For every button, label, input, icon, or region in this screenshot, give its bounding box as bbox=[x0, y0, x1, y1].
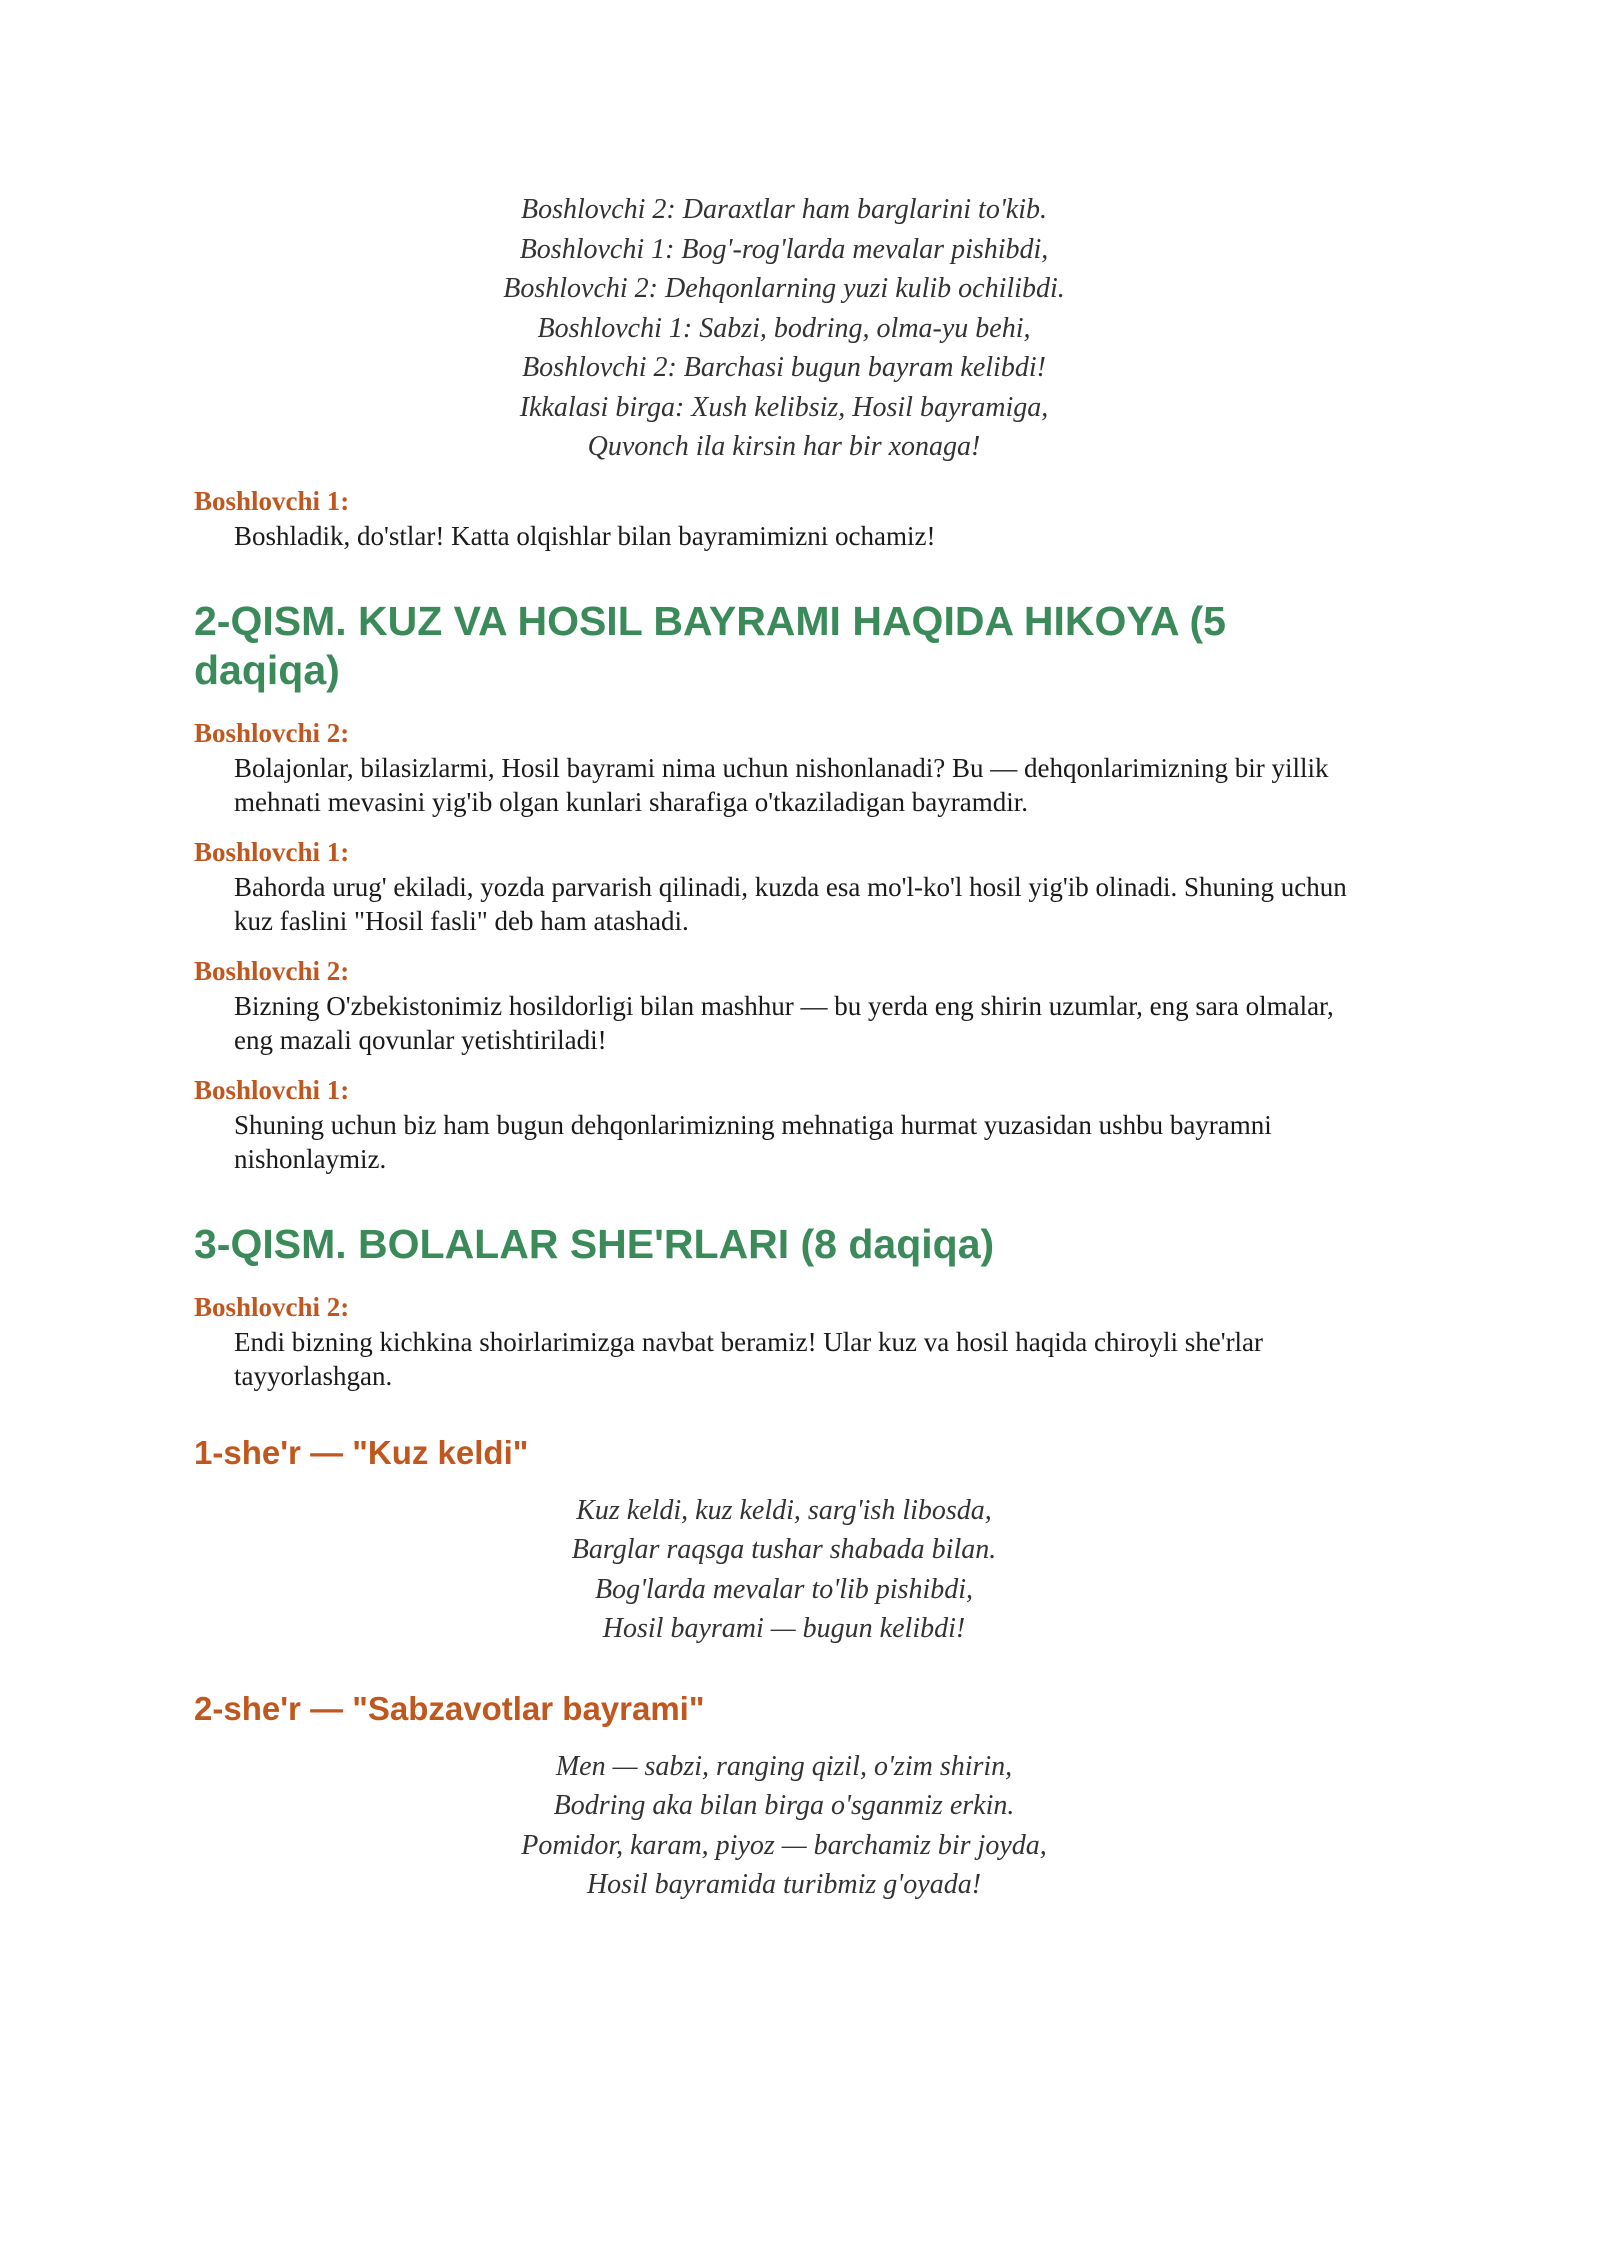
speaker-label: Boshlovchi 2: bbox=[194, 1291, 350, 1322]
dialogue-block bbox=[194, 1072, 1374, 1176]
poem-sabzavotlar-bayrami bbox=[194, 1747, 1374, 1905]
speech-text: Bizning O'zbekistonimiz hosildorligi bilan mashhur — bu yerda eng shirin uzumlar, eng sara olmalar, eng mazali qovunlar yetishtiriladi! bbox=[234, 990, 1334, 1055]
poem-line: Boshlovchi 1: Bog'-rog'larda mevalar pishibdi, bbox=[519, 233, 1049, 265]
poem-line: Kuz keldi, kuz keldi, sarg'ish libosda, bbox=[576, 1494, 992, 1526]
speech-text: Bahorda urug' ekiladi, yozda parvarish qilinadi, kuzda esa mo'l-ko'l hosil yig'ib olinadi. Shuning uchun kuz faslini "Hosil fasli" deb ham atashadi. bbox=[234, 871, 1347, 936]
poem-line: Boshlovchi 2: Daraxtlar ham barglarini to'kib. bbox=[520, 194, 1048, 225]
poem-line: Boshlovchi 2: Barchasi bugun bayram kelibdi! bbox=[522, 352, 1046, 383]
section-heading: 3-QISM. BOLALAR SHE'RLARI (8 daqiqa) bbox=[194, 1220, 995, 1267]
poem-line: Boshlovchi 2: Dehqonlarning yuzi kulib ochilibdi. bbox=[503, 273, 1065, 304]
section-heading: 2-QISM. KUZ VA HOSIL BAYRAMI HAQIDA HIKOYA (5 daqiqa) bbox=[194, 597, 1226, 693]
dialogue-block bbox=[194, 483, 1374, 553]
dialogue-block bbox=[194, 834, 1374, 938]
poem-line: Bog'larda mevalar to'lib pishibdi, bbox=[594, 1573, 974, 1605]
poem-line: Men — sabzi, ranging qizil, o'zim shirin, bbox=[555, 1750, 1013, 1782]
speech-text: Bolajonlar, bilasizlarmi, Hosil bayrami nima uchun nishonlanadi? Bu — dehqonlarimizning bir yillik mehnati mevasini yig'ib olgan kunlari sharafiga o'tkaziladigan bayramdir. bbox=[234, 752, 1329, 817]
speaker-label: Boshlovchi 2: bbox=[194, 955, 350, 986]
poem-kuz-keldi bbox=[194, 1491, 1374, 1649]
poem-line: Pomidor, karam, piyoz — barchamiz bir joyda, bbox=[521, 1829, 1047, 1861]
poem-line: Barglar raqsga tushar shabada bilan. bbox=[571, 1534, 997, 1565]
intro-poem bbox=[194, 190, 1374, 467]
dialogue-block bbox=[194, 953, 1374, 1057]
poem-line: Ikkalasi birga: Xush kelibsiz, Hosil bayramiga, bbox=[519, 391, 1049, 423]
speaker-label: Boshlovchi 1: bbox=[194, 485, 350, 516]
speaker-label: Boshlovchi 2: bbox=[194, 717, 350, 748]
speech-text: Endi bizning kichkina shoirlarimizga navbat beramiz! Ular kuz va hosil haqida chiroyli she'rlar tayyorlashgan. bbox=[234, 1326, 1264, 1391]
speaker-label: Boshlovchi 1: bbox=[194, 1074, 350, 1105]
poem-line: Bodring aka bilan birga o'sganmiz erkin. bbox=[553, 1790, 1015, 1821]
speech-text: Boshladik, do'stlar! Katta olqishlar bilan bayramimizni ochamiz! bbox=[234, 520, 936, 551]
poem-line: Hosil bayramida turibmiz g'oyada! bbox=[586, 1869, 982, 1900]
dialogue-block bbox=[194, 715, 1374, 819]
document-page bbox=[194, 190, 1374, 1905]
poem-line: Hosil bayrami — bugun kelibdi! bbox=[602, 1613, 966, 1644]
dialogue-block bbox=[194, 1289, 1374, 1393]
speaker-label: Boshlovchi 1: bbox=[194, 836, 350, 867]
poem-line: Quvonch ila kirsin har bir xonaga! bbox=[587, 431, 981, 462]
poem-line: Boshlovchi 1: Sabzi, bodring, olma-yu behi, bbox=[537, 312, 1031, 344]
poem-heading: 1-she'r — "Kuz keldi" bbox=[194, 1433, 529, 1471]
speech-text: Shuning uchun biz ham bugun dehqonlarimizning mehnatiga hurmat yuzasidan ushbu bayramni nishonlaymiz. bbox=[234, 1109, 1272, 1174]
poem-heading: 2-she'r — "Sabzavotlar bayrami" bbox=[194, 1689, 705, 1727]
